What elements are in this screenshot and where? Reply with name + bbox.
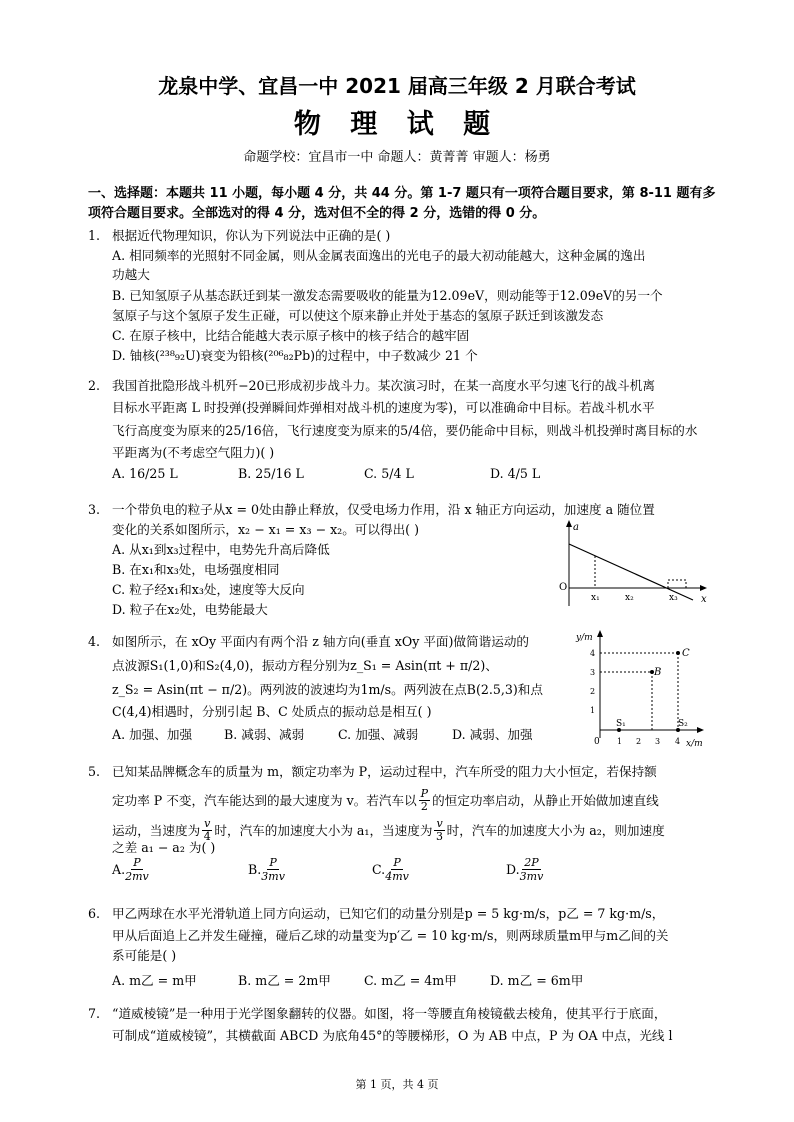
q3-y-label: a — [573, 522, 579, 533]
q2-option-a: A. 16/25 L — [112, 466, 178, 481]
authors-line: 命题学校：宜昌市一中 命题人：黄菁菁 审题人：杨勇 — [243, 150, 551, 165]
q3-option-d: D. 粒子在x₂处，电势能最大 — [112, 602, 268, 617]
q3-tick-x3: x₃ — [669, 593, 678, 603]
q5-option-d-den: 3mv — [519, 870, 544, 883]
q3-option-a: A. 从x₁到x₃过程中，电势先升高后降低 — [112, 542, 330, 557]
q5-frac1-den: 4 — [203, 830, 211, 843]
q4-point-c — [676, 651, 680, 655]
q5-option-c-num: P — [393, 856, 401, 869]
q5-line1: 已知某品牌概念车的质量为 m，额定功率为 P，运动过程中，汽车所受的阻力大小恒定，若保持额 — [112, 764, 657, 779]
subject-title: 物 理 试 题 — [293, 109, 501, 140]
q7-line1: “道威棱镜”是一种用于光学图象翻转的仪器。如图，将一等腰直角棱镜截去棱角，使其平行于底面， — [112, 1006, 667, 1021]
q4-line2: 点波源S₁(1,0)和S₂(4,0)，振动方程分别为z_S₁ = Asin(πt + π/2)、 — [112, 658, 498, 673]
q4-x-arrow — [697, 727, 704, 733]
q5-option-d-frac — [520, 856, 544, 883]
q3-number: 3. — [88, 502, 101, 517]
q6-option-d: D. m乙 = 6m甲 — [490, 973, 584, 988]
q5-option-d-letter: D. — [506, 862, 520, 877]
q5-fraction-p-over-2 — [419, 788, 430, 813]
q4-line4: C(4,4)相遇时，分别引起 B、C 处质点的振动总是相互( ) — [112, 704, 432, 719]
q2-option-b: B. 25/16 L — [238, 466, 304, 481]
q3-a-line — [569, 544, 693, 600]
q5-frac2-num: v — [436, 817, 443, 830]
q3-graph — [555, 518, 715, 618]
q3-option-c: C. 粒子经x₁和x₃处，速度等大反向 — [112, 582, 305, 597]
q4-option-c: C. 加强、减弱 — [338, 727, 419, 742]
q7-number: 7. — [88, 1006, 101, 1021]
q3-x-arrow — [700, 585, 707, 591]
q4-xtick-2: 2 — [636, 737, 642, 746]
q7-line2: 可制成“道威棱镜”，其横截面 ABCD 为底角45°的等腰梯形，O 为 AB 中点，P 为 OA 中点，光线 l — [112, 1028, 673, 1043]
q6-line1: 甲乙两球在水平光滑轨道上同方向运动，已知它们的动量分别是p = 5 kg·m/s，p乙 = 7 kg·m/s， — [112, 906, 665, 921]
q1-number: 1. — [88, 228, 101, 243]
q3-x3-box — [668, 580, 686, 588]
q3-line1: 一个带负电的粒子从x = 0处由静止释放，仅受电场力作用，沿 x 轴正方向运动，加速度 a 随位置 — [112, 502, 655, 517]
q4-ytick-1: 1 — [590, 706, 596, 715]
q1-option-a: A. 相同频率的光照射不同金属，则从金属表面逸出的光电子的最大初动能越大，这种金属的逸出 — [112, 248, 646, 263]
q4-option-d: D. 减弱、加强 — [452, 727, 533, 742]
q5-option-a — [112, 856, 149, 883]
q5-option-c-den: 4mv — [385, 870, 409, 883]
q3-x-label: x — [701, 594, 707, 605]
q5-option-a-den: 2mv — [125, 870, 149, 883]
q5-line3-text-b: 时，汽车的加速度大小为 a₁，当速度为 — [214, 822, 433, 838]
q4-ytick-4: 4 — [590, 649, 596, 658]
q4-y-arrow — [597, 630, 603, 637]
q3-y-arrow — [566, 520, 572, 527]
q2-number: 2. — [88, 378, 101, 393]
q6-option-a: A. m乙 = m甲 — [112, 973, 197, 988]
q5-frac-den: 2 — [420, 800, 428, 813]
q1-option-d: D. 铀核(²³⁸₉₂U)衰变为铅核(²⁰⁶₈₂Pb)的过程中，中子数减少 21 个 — [112, 348, 478, 363]
q5-option-c-frac — [385, 856, 409, 883]
q4-ytick-2: 2 — [590, 687, 596, 696]
q6-line3: 系可能是( ) — [112, 948, 177, 963]
q4-line3: z_S₂ = Asin(πt − π/2)。两列波的波速均为1m/s。两列波在点B(2.5,3)和点 — [112, 682, 543, 697]
q1-option-a-cont: 功越大 — [112, 267, 150, 282]
q6-option-b: B. m乙 = 2m甲 — [238, 973, 331, 988]
q5-line4: 之差 a₁ − a₂ 为( ) — [112, 840, 216, 855]
q5-line2-text-b: 的恒定功率启动，从静止开始做加速直线 — [432, 792, 659, 808]
q4-number: 4. — [88, 634, 101, 649]
q5-line2-text-a: 定功率 P 不变，汽车能达到的最大速度为 v。若汽车以 — [112, 792, 417, 808]
q5-line2 — [112, 788, 659, 813]
q5-line3-text-c: 时，汽车的加速度大小为 a₂，则加速度 — [446, 822, 665, 838]
q1-option-b: B. 已知氢原子从基态跃迁到某一激发态需要吸收的能量为12.09eV，则动能等于12.09eV的另一个 — [112, 288, 663, 303]
q5-option-c — [372, 856, 409, 883]
q4-line1: 如图所示，在 xOy 平面内有两个沿 z 轴方向(垂直 xOy 平面)做简谐运动的 — [112, 634, 530, 649]
q5-frac-num: P — [420, 787, 429, 800]
q3-origin-label: O — [559, 582, 568, 593]
q5-option-a-frac — [125, 856, 149, 883]
q2-option-c: C. 5/4 L — [364, 466, 414, 481]
q4-option-b: B. 减弱、减弱 — [224, 727, 305, 742]
q6-line2: 甲从后面追上乙并发生碰撞，碰后乙球的动量变为p′乙 = 10 kg·m/s，则两球质量m甲与m乙间的关 — [112, 928, 669, 943]
q4-xtick-4: 4 — [675, 737, 681, 746]
q4-label-s1: S₁ — [616, 719, 626, 729]
q2-line1: 我国首批隐形战斗机歼−20已形成初步战斗力。某次演习时，在某一高度水平匀速飞行的战斗机离 — [112, 378, 655, 393]
q4-y-label: y/m — [576, 633, 593, 643]
q4-option-a: A. 加强、加强 — [112, 727, 193, 742]
page-footer: 第 1 页，共 4 页 — [355, 1078, 439, 1091]
q5-fraction-v-over-3 — [434, 818, 444, 843]
q2-line2: 目标水平距离 L 时投弹(投弹瞬间炸弹相对战斗机的速度为零)，可以准确命中目标。若战斗机水平 — [112, 400, 655, 415]
exam-title: 龙泉中学、宜昌一中 2021 届高三年级 2 月联合考试 — [158, 74, 636, 98]
q3-tick-x2: x₂ — [625, 593, 634, 603]
q5-option-b-num: P — [269, 856, 277, 869]
q4-xtick-1: 1 — [617, 737, 623, 746]
q5-option-b-letter: B. — [248, 862, 262, 877]
q5-option-b-den: 3mv — [261, 870, 285, 883]
q4-label-b: B — [654, 667, 662, 678]
q5-frac2-den: 3 — [436, 830, 444, 843]
q3-tick-x1: x₁ — [591, 593, 600, 603]
q5-option-a-num: P — [133, 856, 141, 869]
q3-line2: 变化的关系如图所示，x₂ − x₁ = x₃ − x₂。可以得出( ) — [112, 522, 420, 537]
section-heading: 一、选择题：本题共 11 小题，每小题 4 分，共 44 分。第 1-7 题只有一项符合题目要求，第 8-11 题有多项符合题目要求。全部选对的得 4 分，选对但不全的得 2 分，选错的得 0 分。 — [88, 186, 716, 221]
q4-label-s2: S₂ — [678, 719, 688, 729]
q5-option-b-frac — [261, 856, 285, 883]
q4-graph — [574, 628, 714, 752]
q5-line3-text-a: 运动，当速度为 — [112, 822, 201, 838]
q4-origin-label: 0 — [594, 737, 600, 747]
q4-xtick-3: 3 — [655, 737, 661, 746]
q5-frac1-num: v — [204, 817, 211, 830]
q1-stem: 根据近代物理知识，你认为下列说法中正确的是( ) — [112, 228, 391, 243]
q6-number: 6. — [88, 906, 101, 921]
q5-option-a-letter: A. — [112, 862, 126, 877]
q4-label-c: C — [682, 648, 690, 659]
q6-option-c: C. m乙 = 4m甲 — [364, 973, 457, 988]
q3-option-b: B. 在x₁和x₃处，电场强度相同 — [112, 562, 280, 577]
q5-option-c-letter: C. — [372, 862, 386, 877]
q2-line3: 飞行高度变为原来的25/16倍，飞行速度变为原来的5/4倍，要仍能命中目标，则战斗机投弹时离目标的水 — [112, 423, 698, 438]
q2-line4: 平距离为(不考虑空气阻力)( ) — [112, 445, 275, 460]
q4-x-label: x/m — [686, 739, 703, 749]
q1-option-b-cont: 氢原子与这个氢原子发生正碰，可以使这个原来静止并处于基态的氢原子跃迁到该激发态 — [112, 308, 604, 323]
q5-option-b — [248, 856, 285, 883]
q5-option-d-num: 2P — [524, 856, 539, 869]
q5-option-d — [506, 856, 543, 883]
q4-ytick-3: 3 — [590, 668, 596, 677]
q1-option-c: C. 在原子核中，比结合能越大表示原子核中的核子结合的越牢固 — [112, 328, 470, 343]
q5-number: 5. — [88, 764, 101, 779]
q2-option-d: D. 4/5 L — [490, 466, 541, 481]
